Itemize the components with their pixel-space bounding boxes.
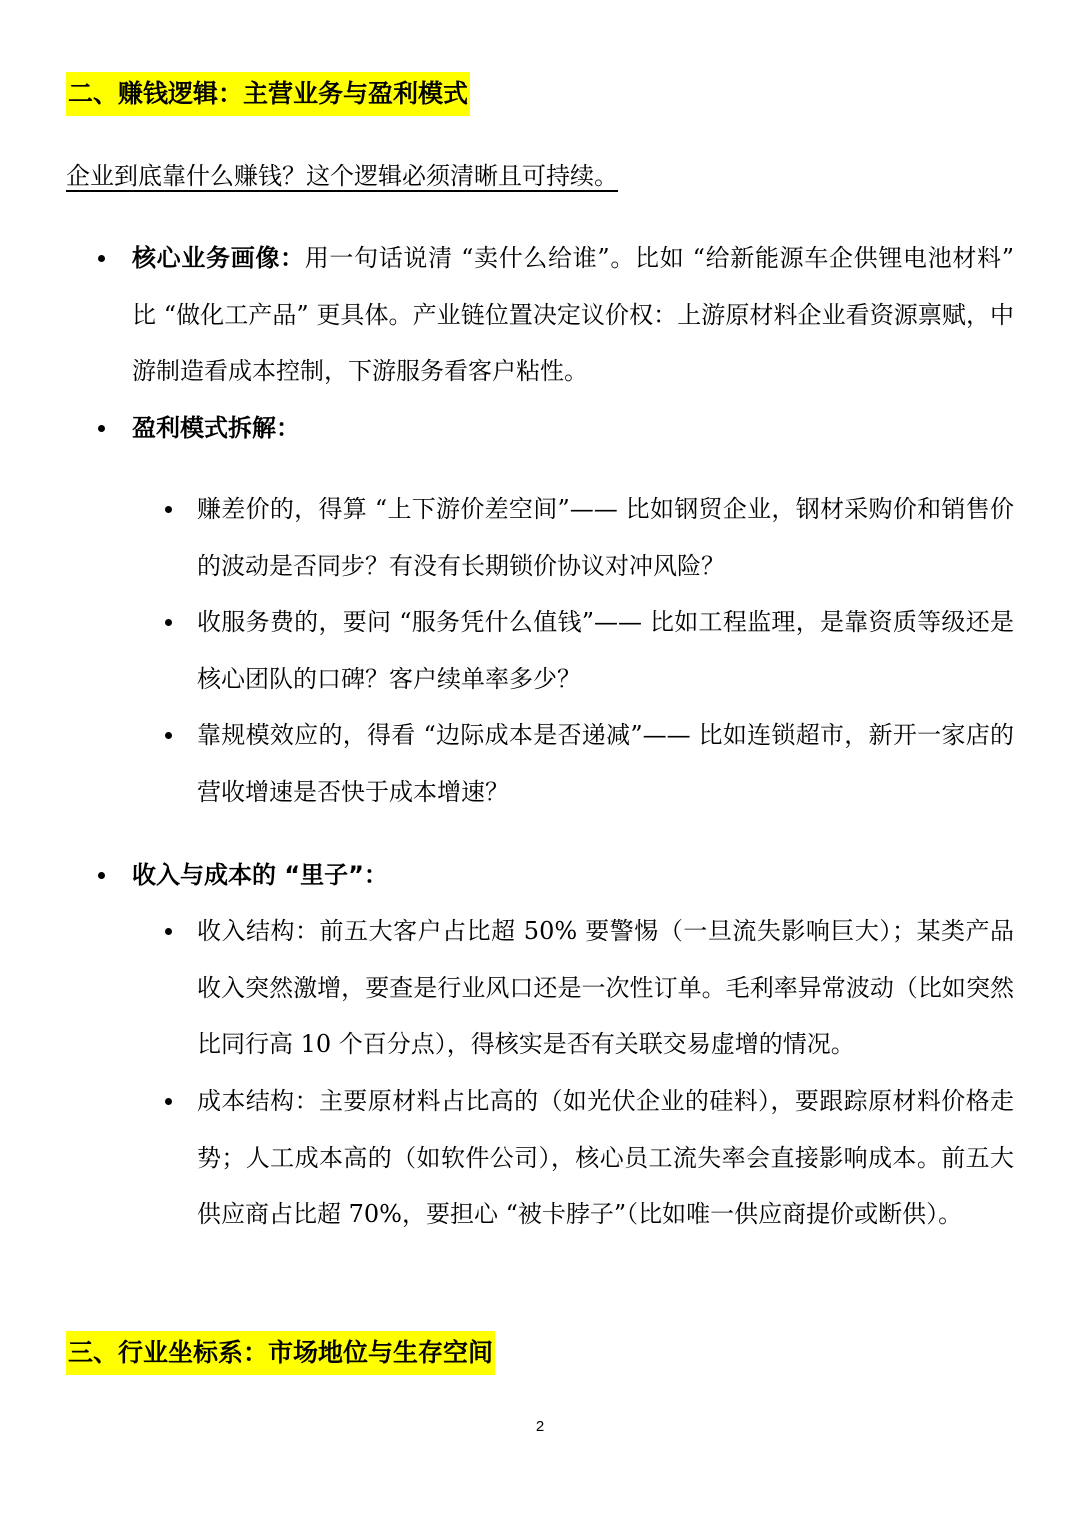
list-item-revenue-structure [197,903,1014,1073]
item-lead: 盈利模式拆解： [132,414,300,442]
item-text: 收入结构：前五大客户占比超 50% 要警惕（一旦流失影响巨大）；某类产品收入突然激增，要查是行业风口还是一次性订单。毛利率异常波动（比如突然比同行高 10 个百分点），得核实是否有关联交易虚增的情况。 [197,917,1014,1058]
list-item-core-business [132,230,1014,400]
item-text: 收服务费的，要问 “服务凭什么值钱”—— 比如工程监理，是靠资质等级还是核心团队的口碑？客户续单率多少？ [197,608,1014,693]
bullet-icon [98,255,105,262]
item-text: 靠规模效应的，得看 “边际成本是否递减”—— 比如连锁超市，新开一家店的营收增速是否快于成本增速？ [197,721,1014,806]
bullet-icon [165,506,172,513]
item-text: 成本结构：主要原材料占比高的（如光伏企业的硅料），要跟踪原材料价格走势；人工成本高的（如软件公司），核心员工流失率会直接影响成本。前五大供应商占比超 70%，要担心 “被卡脖子”（比如唯一供应商提价或断供）。 [197,1087,1014,1228]
section-heading-3: 三、行业坐标系：市场地位与生存空间 [66,1331,495,1375]
item-lead: 收入与成本的 “里子”： [132,861,388,889]
bullet-icon [98,872,105,879]
list-item-cost-structure [197,1073,1014,1243]
bullet-icon [98,425,105,432]
list-item-scale-effect [197,707,1014,820]
item-lead: 核心业务画像： [132,244,305,272]
item-text: 赚差价的，得算 “上下游价差空间”—— 比如钢贸企业，钢材采购价和销售价的波动是否同步？有没有长期锁价协议对冲风险？ [197,495,1014,580]
section-heading-2: 二、赚钱逻辑：主营业务与盈利模式 [66,72,470,116]
section-intro: 企业到底靠什么赚钱？这个逻辑必须清晰且可持续。 [66,162,618,190]
bullet-icon [165,928,172,935]
list-item-profit-model [132,400,1014,457]
item-text: 用一句话说清 “卖什么给谁”。比如 “给新能源车企供锂电池材料” 比 “做化工产品” 更具体。产业链位置决定议价权：上游原材料企业看资源禀赋，中游制造看成本控制，下游服务看客户粘性。 [132,244,1014,385]
bullet-icon [165,1098,172,1105]
list-item-service-fee [197,594,1014,707]
bullet-icon [165,619,172,626]
list-item-revenue-cost [132,847,1014,904]
page-number: 2 [535,1418,545,1435]
bullet-icon [165,732,172,739]
list-item-price-spread [197,481,1014,594]
